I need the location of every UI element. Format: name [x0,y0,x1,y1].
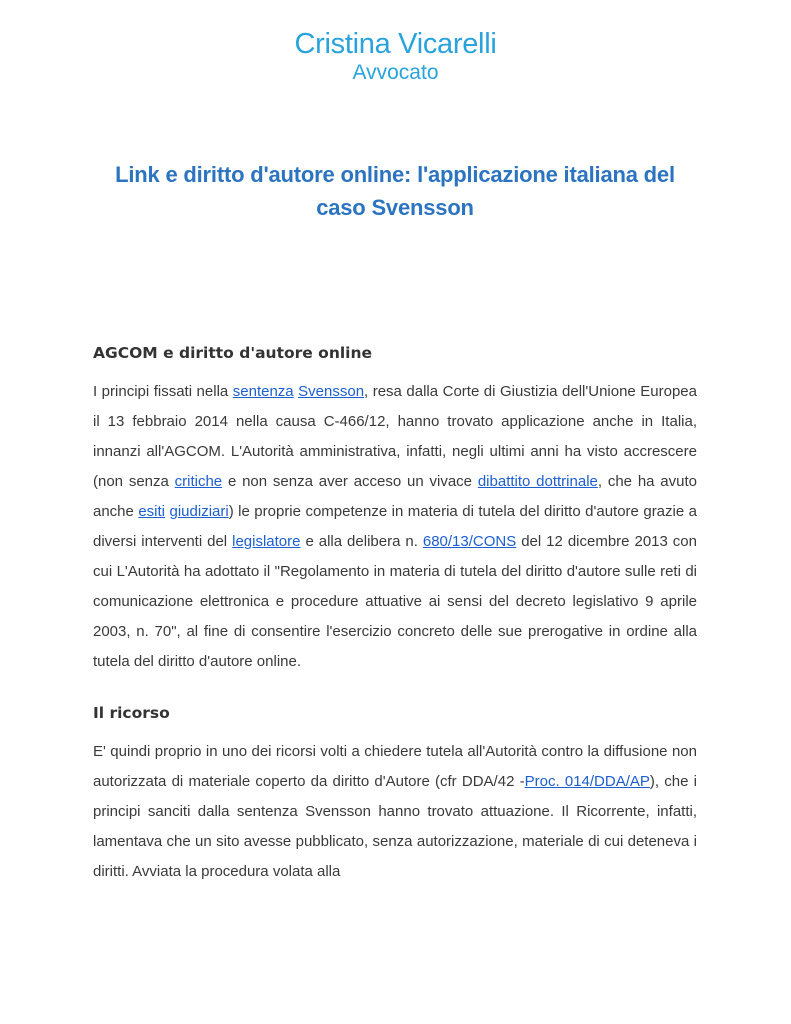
document-body [93,338,697,887]
paragraph-text: , che ha avuto anche [93,473,697,520]
paragraph-text: e alla delibera n. [300,533,423,550]
link-esiti[interactable]: esiti [138,503,166,520]
link-dibattito-dottrinale[interactable]: dibattito dottrinale [477,473,598,490]
link-svensson[interactable]: Svensson [298,383,365,400]
section-heading-ricorso: Il ricorso [93,704,170,722]
paragraph-agcom [93,377,697,677]
paragraph-text: del 12 dicembre 2013 con cui L'Autorità ha adottato il "Regolamento in materia di tutela del diritto d'autore sulle reti di comunicazione elettronica e procedure attuative ai sensi del decreto legislativo 9 aprile 2003, n. 70", al fine di consentire l'esercizio concreto delle sue prerogative in ordine alla tutela del diritto d'autore online. [93,533,697,670]
letterhead [0,26,791,85]
paragraph-text: ) le proprie competenze in materia di tutela del diritto d'autore grazie a diversi interventi del [93,503,698,550]
paragraph-text: e non senza aver acceso un vivace [222,473,478,490]
link-proc-014-dda-ap[interactable]: Proc. 014/DDA/AP [524,773,650,790]
paragraph-text: ), che i principi sanciti dalla sentenza Svensson hanno trovato attuazione. Il Ricorrente, infatti, lamentava che un sito avesse pubblicato, senza autorizzazione, materiale di cui deteneva i diritti. Avviata la procedura volata alla [93,773,697,880]
section-heading-agcom: AGCOM e diritto d'autore online [93,344,373,362]
paragraph-text: I principi fissati nella [93,383,233,400]
link-giudiziari[interactable]: giudiziari [169,503,229,520]
link-sentenza[interactable]: sentenza [232,383,294,400]
paragraph-text: E' quindi proprio in uno dei ricorsi volti a chiedere tutela all'Autorità contro la diffusione non autorizzata di materiale coperto da diritto d'Autore (cfr DDA/42 - [93,743,697,790]
link-legislatore[interactable]: legislatore [232,533,301,550]
paragraph-ricorso [93,737,697,887]
author-title: Avvocato [352,61,439,84]
paragraph-text: , resa dalla Corte di Giustizia dell'Unione Europea il 13 febbraio 2014 nella causa C-466/12, hanno trovato applicazione anche in Italia, innanzi all'AGCOM. L'Autorità amministrativa, infatti, negli ultimi anni ha visto accrescere (non senza [93,383,697,490]
link-critiche[interactable]: critiche [174,473,223,490]
author-name: Cristina Vicarelli [294,28,497,60]
document-title: Link e diritto d'autore online: l'applicazione italiana del caso Svensson [115,162,675,220]
link-delibera-680-13-cons[interactable]: 680/13/CONS [422,533,517,550]
